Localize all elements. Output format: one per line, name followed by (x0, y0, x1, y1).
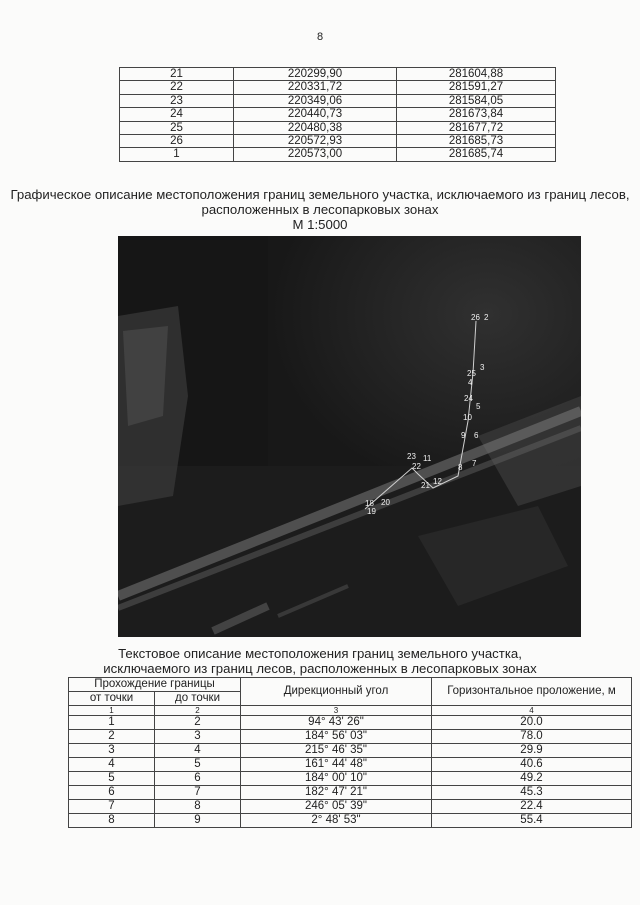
y-coordinate-cell: 281591,27 (397, 81, 556, 94)
bearing-table-body (69, 716, 632, 828)
map-point-label: 4 (468, 378, 473, 387)
map-point-label: 21 (421, 481, 430, 490)
to-point-cell: 4 (155, 744, 241, 758)
x-coordinate-cell: 220572,93 (234, 135, 397, 148)
from-point-header: от точки (69, 692, 155, 706)
point-number-cell: 25 (120, 121, 234, 134)
text-heading-line1: Текстовое описание местоположения границ земельного участка, (118, 646, 522, 661)
bearing-angle-header: Дирекционный угол (241, 678, 432, 706)
table-row (120, 94, 556, 107)
y-coordinate-cell: 281677,72 (397, 121, 556, 134)
from-point-cell: 1 (69, 716, 155, 730)
coordinates-table-body (120, 68, 556, 162)
map-scale: М 1:5000 (292, 217, 348, 232)
map-point-label: 20 (381, 498, 390, 507)
x-coordinate-cell: 220440,73 (234, 108, 397, 121)
table-row (120, 68, 556, 81)
graphic-heading-line1: Графическое описание местоположения границ земельного участка, исключаемого из границ лесов, (10, 187, 630, 202)
table-row (120, 121, 556, 134)
map-point-label: 18 (365, 499, 374, 508)
point-number-cell: 26 (120, 135, 234, 148)
bearing-angle-cell: 215° 46' 35" (241, 744, 432, 758)
satellite-imagery (118, 236, 581, 637)
graphic-description-heading (0, 187, 640, 232)
column-number: 3 (241, 706, 432, 716)
map-point-label: 24 (464, 394, 473, 403)
map-point-label: 23 (407, 452, 416, 461)
table-row (69, 744, 632, 758)
distance-cell: 78.0 (432, 730, 632, 744)
table-row (120, 81, 556, 94)
to-point-cell: 2 (155, 716, 241, 730)
point-number-cell: 1 (120, 148, 234, 161)
table-row (69, 800, 632, 814)
point-number-cell: 24 (120, 108, 234, 121)
from-point-cell: 8 (69, 814, 155, 828)
y-coordinate-cell: 281685,74 (397, 148, 556, 161)
map-point-label: 25 (467, 369, 476, 378)
table-row (69, 758, 632, 772)
from-point-cell: 3 (69, 744, 155, 758)
to-point-cell: 9 (155, 814, 241, 828)
distance-cell: 20.0 (432, 716, 632, 730)
table-row (69, 786, 632, 800)
bearing-angle-cell: 161° 44' 48" (241, 758, 432, 772)
map-point-label: 7 (472, 459, 477, 468)
y-coordinate-cell: 281604,88 (397, 68, 556, 81)
map-point-label: 2 (484, 313, 489, 322)
map-point-label: 3 (480, 363, 485, 372)
from-point-cell: 7 (69, 800, 155, 814)
boundary-bearing-table (68, 677, 632, 828)
to-point-cell: 5 (155, 758, 241, 772)
table-row (69, 772, 632, 786)
column-number: 1 (69, 706, 155, 716)
table-row (69, 814, 632, 828)
x-coordinate-cell: 220299,90 (234, 68, 397, 81)
table-row (69, 716, 632, 730)
map-point-label: 19 (367, 507, 376, 516)
x-coordinate-cell: 220349,06 (234, 94, 397, 107)
x-coordinate-cell: 220573,00 (234, 148, 397, 161)
to-point-cell: 6 (155, 772, 241, 786)
y-coordinate-cell: 281673,84 (397, 108, 556, 121)
coordinates-table (119, 67, 556, 162)
distance-cell: 40.6 (432, 758, 632, 772)
map-point-label: 22 (412, 462, 421, 471)
text-description-heading (0, 646, 640, 676)
map-point-label: 26 (471, 313, 480, 322)
x-coordinate-cell: 220480,38 (234, 121, 397, 134)
boundary-pass-header: Прохождение границы (69, 678, 241, 692)
to-point-cell: 3 (155, 730, 241, 744)
to-point-cell: 8 (155, 800, 241, 814)
distance-cell: 49.2 (432, 772, 632, 786)
satellite-map (118, 236, 581, 637)
table-row (120, 148, 556, 161)
bearing-angle-cell: 184° 00' 10" (241, 772, 432, 786)
map-point-label: 9 (461, 431, 466, 440)
to-point-cell: 7 (155, 786, 241, 800)
from-point-cell: 4 (69, 758, 155, 772)
map-point-label: 10 (463, 413, 472, 422)
distance-cell: 22.4 (432, 800, 632, 814)
distance-cell: 45.3 (432, 786, 632, 800)
map-point-label: 12 (433, 477, 442, 486)
bearing-angle-cell: 182° 47' 21" (241, 786, 432, 800)
bearing-angle-cell: 2° 48' 53" (241, 814, 432, 828)
column-number: 2 (155, 706, 241, 716)
distance-cell: 55.4 (432, 814, 632, 828)
table-row (120, 108, 556, 121)
table-row (120, 135, 556, 148)
point-number-cell: 21 (120, 68, 234, 81)
graphic-heading-line2: расположенных в лесопарковых зонах (201, 202, 439, 217)
point-number-cell: 22 (120, 81, 234, 94)
map-point-label: 8 (458, 463, 463, 472)
bearing-angle-cell: 94° 43' 26" (241, 716, 432, 730)
distance-cell: 29.9 (432, 744, 632, 758)
bearing-angle-cell: 184° 56' 03" (241, 730, 432, 744)
bearing-angle-cell: 246° 05' 39" (241, 800, 432, 814)
table-row (69, 730, 632, 744)
page-number: 8 (316, 31, 324, 43)
text-heading-line2: исключаемого из границ лесов, расположенных в лесопарковых зонах (103, 661, 537, 676)
from-point-cell: 6 (69, 786, 155, 800)
map-point-label: 11 (423, 454, 432, 463)
x-coordinate-cell: 220331,72 (234, 81, 397, 94)
to-point-header: до точки (155, 692, 241, 706)
column-number: 4 (432, 706, 632, 716)
y-coordinate-cell: 281584,05 (397, 94, 556, 107)
map-point-label: 5 (476, 402, 481, 411)
from-point-cell: 5 (69, 772, 155, 786)
y-coordinate-cell: 281685,73 (397, 135, 556, 148)
point-number-cell: 23 (120, 94, 234, 107)
from-point-cell: 2 (69, 730, 155, 744)
horizontal-distance-header: Горизонтальное проложение, м (432, 678, 632, 706)
map-point-label: 6 (474, 431, 479, 440)
